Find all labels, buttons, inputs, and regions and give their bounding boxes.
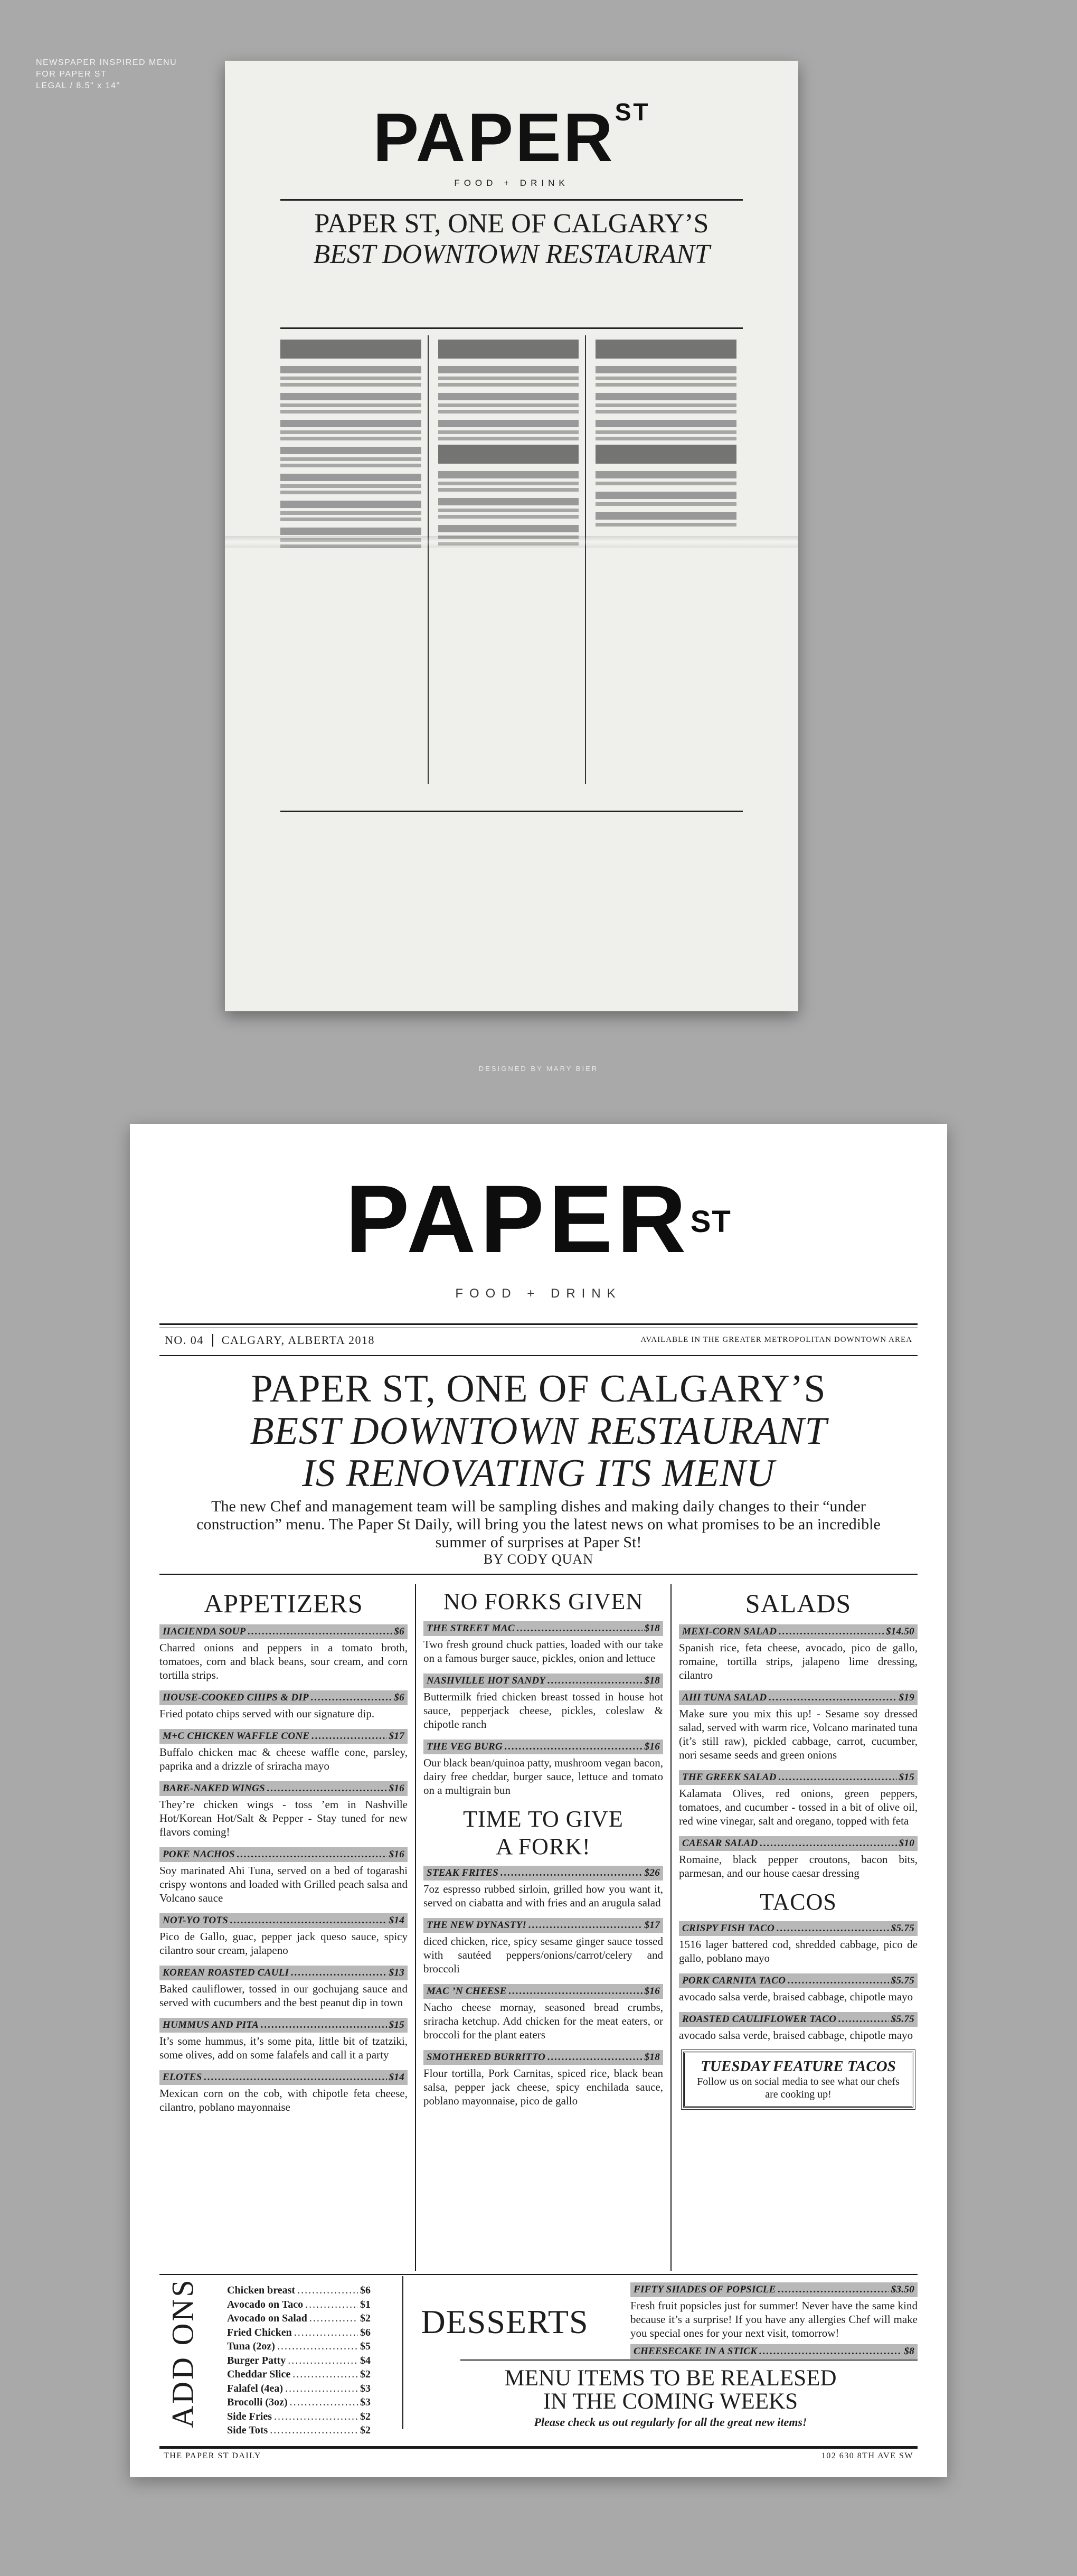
item-desc: Charred onions and peppers in a tomato broth, tomatoes, corn and black beans, sour cream, and corn tortilla strips. [159, 1641, 408, 1681]
presentation-caption [36, 57, 177, 92]
add-on-item: Avocado on Taco ..... $1 [227, 2298, 371, 2312]
item-price: $6 [394, 1692, 404, 1703]
item-name: SMOTHERED BURRITTO [427, 2052, 546, 2063]
menu-item [630, 2282, 918, 2340]
item-desc: diced chicken, rice, spicy sesame ginger sauce tossed with sautéed peppers/onions/carrot/celery and broccoli [423, 1935, 663, 1975]
item-name: AHI TUNA SALAD [682, 1692, 767, 1703]
folded-menu-preview [225, 61, 798, 1011]
item-desc: Spanish rice, feta cheese, avocado, pico de gallo, romaine, tortilla strips, jalapeno lime dressing, cilantro [679, 1641, 918, 1681]
item-desc: Fried potato chips served with our signature dip. [159, 1707, 375, 1720]
issue-number: NO. 04 [159, 1334, 213, 1347]
item-name: POKE NACHOS [163, 1849, 235, 1860]
item-name: HOUSE-COOKED CHIPS & DIP [163, 1692, 309, 1703]
item-name: THE GREEK SALAD [682, 1772, 777, 1783]
availability-note: AVAILABLE IN THE GREATER METROPOLITAN DOWNTOWN AREA [640, 1336, 912, 1344]
item-name: KOREAN ROASTED CAULI [163, 1967, 289, 1978]
item-price: $5.75 [891, 2014, 914, 2025]
menu-item [679, 1690, 918, 1762]
paper-fold [225, 536, 798, 548]
item-price: $14 [389, 1915, 404, 1926]
item-desc: 7oz espresso rubbed sirloin, grilled how you want it, served on ciabatta and with fries and an arugula salad [423, 1883, 663, 1909]
menu-item [423, 1674, 663, 1731]
caption-line: NEWSPAPER INSPIRED MENU [36, 58, 177, 67]
menu-item [159, 1781, 408, 1839]
menu-item [679, 2012, 918, 2042]
menu-page [130, 1124, 947, 2477]
tacos-title: TACOS [760, 1889, 837, 1915]
appetizers-column [159, 1584, 415, 2271]
coming-line-3: Please check us out regularly for all the great new items! [534, 2415, 807, 2429]
item-name: CRISPY FISH TACO [682, 1923, 775, 1934]
salads-title: SALADS [745, 1588, 852, 1618]
item-desc: avocado salsa verde, braised cabbage, chipotle mayo [679, 1990, 913, 2003]
add-on-item: Falafel (4ea) ..... $3 [227, 2382, 371, 2396]
item-price: $18 [644, 1623, 660, 1634]
add-on-item: Side Tots ..... $2 [227, 2423, 371, 2438]
logo-tagline: FOOD + DRINK [455, 1286, 622, 1301]
item-price: $14.50 [885, 1626, 914, 1637]
item-price: $13 [389, 1967, 404, 1978]
item-desc: Kalamata Olives, red onions, green peppers, tomatoes, and cucumber - tossed in a bit of olive oil, red wine vinegar, salt and oregano, topped with feta [679, 1787, 918, 1827]
add-on-item: Chicken breast ..... $6 [227, 2283, 371, 2298]
rule [460, 2359, 918, 2361]
item-name: THE STREET MAC [427, 1623, 515, 1634]
deck-text: The new Chef and management team will be sampling dishes and making daily changes to their “under construction” menu. The Paper St Daily, will bring you the latest news on what promises to be an incredible summer of surprises at Paper St! [196, 1498, 881, 1551]
item-price: $16 [644, 1986, 660, 1997]
menu-item [679, 1921, 918, 1965]
menu-item [423, 1918, 663, 1976]
coming-line-2: IN THE COMING WEEKS [543, 2389, 798, 2414]
preview-columns [280, 335, 743, 784]
item-price: $16 [389, 1849, 404, 1860]
item-desc: Pico de Gallo, guac, pepper jack queso sauce, spicy cilantro sour cream, jalapeno [159, 1930, 408, 1957]
item-name: CAESAR SALAD [682, 1838, 758, 1849]
caption-line: LEGAL / 8.5" x 14" [36, 81, 120, 90]
add-on-item: Fried Chicken ..... $6 [227, 2326, 371, 2340]
fork-title: TIME TO GIVE A FORK! [463, 1806, 623, 1859]
item-name: STEAK FRITES [427, 1867, 499, 1878]
preview-rule [280, 199, 743, 201]
menu-item [159, 1913, 408, 1957]
headline-line-2: BEST DOWNTOWN RESTAURANT [250, 1409, 827, 1453]
item-desc: Our black bean/quinoa patty, mushroom vegan bacon, dairy free cheddar, burger sauce, lettuce and tomato on a multigrain bun [423, 1756, 663, 1797]
no-forks-title: NO FORKS GIVEN [443, 1588, 644, 1614]
dessert-list [630, 2282, 918, 2367]
menu-item [423, 1866, 663, 1910]
coming-soon-notice [423, 2367, 918, 2430]
byline: BY CODY QUAN [484, 1552, 593, 1567]
item-desc: Fresh fruit popsicles just for summer! Never have the same kind because it’s a surprise! If you have any allergies Chef will make you special ones for your next visit, tomorrow! [630, 2299, 918, 2339]
menu-item [630, 2344, 918, 2359]
item-price: $8 [904, 2346, 914, 2357]
add-on-item: Cheddar Slice ..... $2 [227, 2367, 371, 2382]
menu-item [159, 1847, 408, 1905]
item-name: BARE-NAKED WINGS [163, 1783, 265, 1794]
menu-item [679, 1770, 918, 1828]
feature-desc: Follow us on social media to see what our chefs are cooking up! [697, 2076, 900, 2100]
item-name: PORK CARNITA TACO [682, 1975, 786, 1986]
menu-item [423, 1621, 663, 1665]
item-price: $5.75 [891, 1975, 914, 1986]
add-ons-title: ADD ONS [165, 2277, 200, 2428]
appetizers-title: APPETIZERS [204, 1588, 363, 1618]
item-name: FIFTY SHADES OF POPSICLE [634, 2284, 776, 2295]
feature-title: TUESDAY FEATURE TACOS [701, 2058, 896, 2075]
item-name: ROASTED CAULIFLOWER TACO [682, 2014, 837, 2025]
item-price: $3.50 [891, 2284, 914, 2295]
footer [159, 2451, 918, 2461]
item-desc: Mexican corn on the cob, with chipotle feta cheese, cilantro, poblano mayonnaise [159, 2087, 408, 2113]
add-ons-list [227, 2283, 371, 2438]
rule [159, 1355, 918, 1356]
menu-item [423, 1984, 663, 2042]
item-desc: avocado salsa verde, braised cabbage, chipotle mayo [679, 2029, 913, 2042]
item-price: $5.75 [891, 1923, 914, 1934]
salads-column [670, 1584, 918, 2271]
menu-item [679, 1624, 918, 1682]
item-name: MAC ’N CHEESE [427, 1986, 507, 1997]
item-price: $6 [394, 1626, 404, 1637]
item-name: M+C CHICKEN WAFFLE CONE [163, 1731, 310, 1742]
coming-line-1: MENU ITEMS TO BE REALESED [504, 2366, 837, 2391]
item-price: $17 [389, 1731, 404, 1742]
menu-item [423, 1740, 663, 1797]
item-price: $18 [644, 1675, 660, 1686]
add-on-item: Burger Patty ..... $4 [227, 2354, 371, 2368]
add-on-item: Brocolli (3oz) ..... $3 [227, 2395, 371, 2410]
item-price: $16 [644, 1741, 660, 1752]
item-desc: It’s some hummus, it’s some pita, little bit of tzatziki, some olives, add on some falafels and call it a party [159, 2035, 408, 2061]
item-desc: Nacho cheese mornay, seasoned bread crumbs, sriracha ketchup. Add chicken for the meat eaters, or broccoli for the plant eaters [423, 2001, 663, 2041]
rule [159, 2446, 918, 2449]
headline-line-1: PAPER ST, ONE OF CALGARY’S [251, 1367, 826, 1411]
item-desc: Two fresh ground chuck patties, loaded with our take on a famous burger sauce, pickles, onion and lettuce [423, 1638, 663, 1665]
item-name: THE VEG BURG [427, 1741, 503, 1752]
issue-bar [159, 1325, 918, 1355]
menu-item [679, 1836, 918, 1880]
menu-columns [159, 1584, 918, 2271]
item-desc: 1516 lager battered cod, shredded cabbage, pico de gallo, poblano mayo [679, 1938, 918, 1964]
menu-item [159, 1624, 408, 1682]
desserts-title: DESSERTS [421, 2303, 589, 2340]
add-on-item: Tuna (2oz) ..... $5 [227, 2339, 371, 2354]
preview-headline: PAPER ST, ONE OF CALGARY’S BEST DOWNTOWN RESTAURANT [313, 209, 710, 269]
menu-item [159, 2018, 408, 2062]
item-name: ELOTES [163, 2072, 202, 2083]
menu-item [679, 1973, 918, 2004]
item-desc: Buffalo chicken mac & cheese waffle cone, parsley, paprika and a drizzle of sriracha mayo [159, 1746, 408, 1772]
item-price: $17 [644, 1920, 660, 1931]
footer-publication: THE PAPER ST DAILY [164, 2451, 261, 2460]
add-on-item: Avocado on Salad ..... $2 [227, 2311, 371, 2326]
item-price: $14 [389, 2072, 404, 2083]
item-name: NOT-YO TOTS [163, 1915, 229, 1926]
item-name: MEXI-CORN SALAD [682, 1626, 777, 1637]
preview-bottom [280, 811, 743, 985]
item-price: $18 [644, 2052, 660, 2063]
footer-address: 102 630 8TH AVE SW [821, 2451, 913, 2460]
caption-line: FOR PAPER ST [36, 70, 107, 79]
item-price: $15 [899, 1772, 914, 1783]
designer-credit: DESIGNED BY MARY BIER [478, 1065, 599, 1073]
item-desc: Buttermilk fried chicken breast tossed in house hot sauce, pepperjack cheese, pickles, coleslaw & chipotle ranch [423, 1690, 663, 1731]
menu-item [423, 2050, 663, 2108]
menu-item [159, 1729, 408, 1773]
item-name: HACIENDA SOUP [163, 1626, 246, 1637]
column-divider [402, 2276, 403, 2429]
tuesday-feature-box [683, 2052, 913, 2108]
item-desc: They’re chicken wings - toss ’em in Nashville Hot/Korean Hot/Salt & Pepper - Stay tuned for new flavors coming! [159, 1798, 408, 1838]
bottom-section [159, 2276, 918, 2434]
item-price: $26 [644, 1867, 660, 1878]
item-desc: Romaine, black pepper croutons, bacon bits, parmesan, and our house caesar dressing [679, 1853, 918, 1879]
item-name: NASHVILLE HOT SANDY [427, 1675, 546, 1686]
item-name: THE NEW DYNASTY! [427, 1920, 527, 1931]
headline [159, 1368, 918, 1494]
add-on-item: Side Fries ..... $2 [227, 2410, 371, 2424]
preview-tagline: FOOD + DRINK [454, 178, 569, 188]
item-price: $16 [389, 1783, 404, 1794]
item-desc: Baked cauliflower, tossed in our gochujang sauce and served with cucumbers and the best peanut dip in town [159, 1982, 408, 2009]
menu-item [159, 1690, 408, 1721]
item-price: $15 [389, 2019, 404, 2030]
item-name: HUMMUS AND PITA [163, 2019, 259, 2030]
item-price: $10 [899, 1838, 914, 1849]
menu-item [159, 2070, 408, 2114]
preview-logo: $PAPER^{ST}$ [373, 98, 650, 176]
rule [159, 2274, 918, 2275]
headline-line-3: IS RENOVATING ITS MENU [302, 1452, 775, 1495]
issue-location: CALGARY, ALBERTA 2018 [221, 1333, 375, 1347]
item-desc: Soy marinated Ahi Tuna, served on a bed of togarashi crispy wontons and loaded with Grilled peach salsa and Volcano sauce [159, 1864, 408, 1904]
item-desc: Make sure you mix this up! - Sesame soy dressed salad, served with warm rice, Volcano marinated tuna (it’s still raw), pickled cabbage, carrot, cucumber, nori sesame seeds and green onions [679, 1707, 918, 1761]
item-desc: Flour tortilla, Pork Carnitas, spiced rice, black bean salsa, pepper jack cheese, spicy enchilada sauce, poblano mayonnaise, pico de gallo [423, 2067, 663, 2107]
rule [159, 1574, 918, 1575]
mains-column [415, 1584, 670, 2271]
item-price: $19 [899, 1692, 914, 1703]
paper-st-logo: $PAPER^{ST}$ [345, 1165, 732, 1273]
item-name: CHEESECAKE IN A STICK [634, 2346, 758, 2357]
menu-item [159, 1966, 408, 2009]
preview-rule [280, 327, 743, 329]
